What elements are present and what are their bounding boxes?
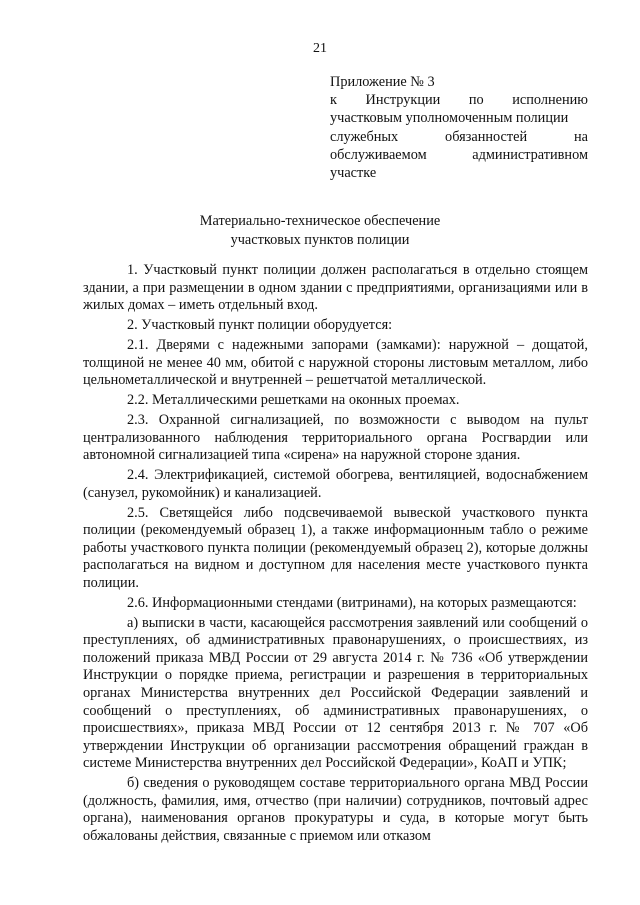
paragraph: б) сведения о руководящем составе территориального органа МВД России (должность, фамилия, имя, отчество (при наличии) сотрудников, почтовый адрес органа), наименования органов прокуратуры и суда, в которые могут быть обжалованы действия, связанные с приемом или отказом bbox=[83, 775, 588, 845]
title-line: участковых пунктов полиции bbox=[230, 232, 410, 248]
paragraph: 2. Участковый пункт полиции оборудуется: bbox=[127, 317, 393, 334]
paragraph: 2.5. Светящейся либо подсвечиваемой вывеской участкового пункта полиции (рекомендуемый образец 1), а также информационным табло о режиме работы участкового пункта полиции (рекомендуемый образец 2), которые должны располагаться на видном и доступном для населения месте участкового пункта полиции. bbox=[83, 504, 588, 591]
title-line: Материально-техническое обеспечение bbox=[199, 213, 441, 229]
appendix-line: обслуживаемом административном bbox=[330, 146, 588, 163]
appendix-line: участковым уполномоченным полиции bbox=[330, 110, 569, 127]
paragraph: 2.1. Дверями с надежными запорами (замками): наружной – дощатой, толщиной не менее 40 мм, обитой с наружной стороны листовым металлом, либо цельнометаллической и внутренней – решетчатой металлической. bbox=[83, 336, 588, 389]
appendix-line: к Инструкции по исполнению bbox=[330, 92, 588, 109]
paragraph: 2.4. Электрификацией, системой обогрева, вентиляцией, водоснабжением (санузел, рукомойник) и канализацией. bbox=[83, 467, 588, 501]
document-body bbox=[83, 262, 588, 848]
appendix-heading: Приложение № 3 bbox=[330, 74, 435, 90]
paragraph: 1. Участковый пункт полиции должен располагаться в отдельно стоящем здании, а при размещении в одном здании с предприятиями, организациями или в жилых домах – иметь отдельный вход. bbox=[83, 262, 588, 314]
paragraph: а) выписки в части, касающейся рассмотрения заявлений или сообщений о преступлениях, об административных правонарушениях, о происшествиях, из положений приказа МВД России от 29 августа 2014 г. № 736 «Об утверждении Инструкции о порядке приема, регистрации и разрешения в территориальных органах Министерства внутренних дел Российской Федерации заявлений и сообщений о преступлениях, об административных правонарушениях, о происшествиях», приказа МВД России от 12 сентября 2013 г. № 707 «Об утверждении Инструкции об организации рассмотрения обращений граждан в системе Министерства внутренних дел Российской Федерации», КоАП и УПК; bbox=[83, 614, 588, 772]
page-number: 21 bbox=[313, 41, 327, 56]
document-title bbox=[0, 212, 640, 250]
paragraph: 2.2. Металлическими решетками на оконных проемах. bbox=[127, 392, 460, 409]
appendix-line: участке bbox=[330, 165, 377, 182]
appendix-block bbox=[330, 73, 588, 182]
paragraph: 2.6. Информационными стендами (витринами), на которых размещаются: bbox=[127, 594, 577, 611]
paragraph: 2.3. Охранной сигнализацией, по возможности с выводом на пульт централизованного наблюдения территориального органа Росгвардии или автономной сигнализацией типа «сирена» на наружной стороне здания. bbox=[83, 411, 588, 464]
appendix-line: служебных обязанностей на bbox=[330, 128, 588, 145]
